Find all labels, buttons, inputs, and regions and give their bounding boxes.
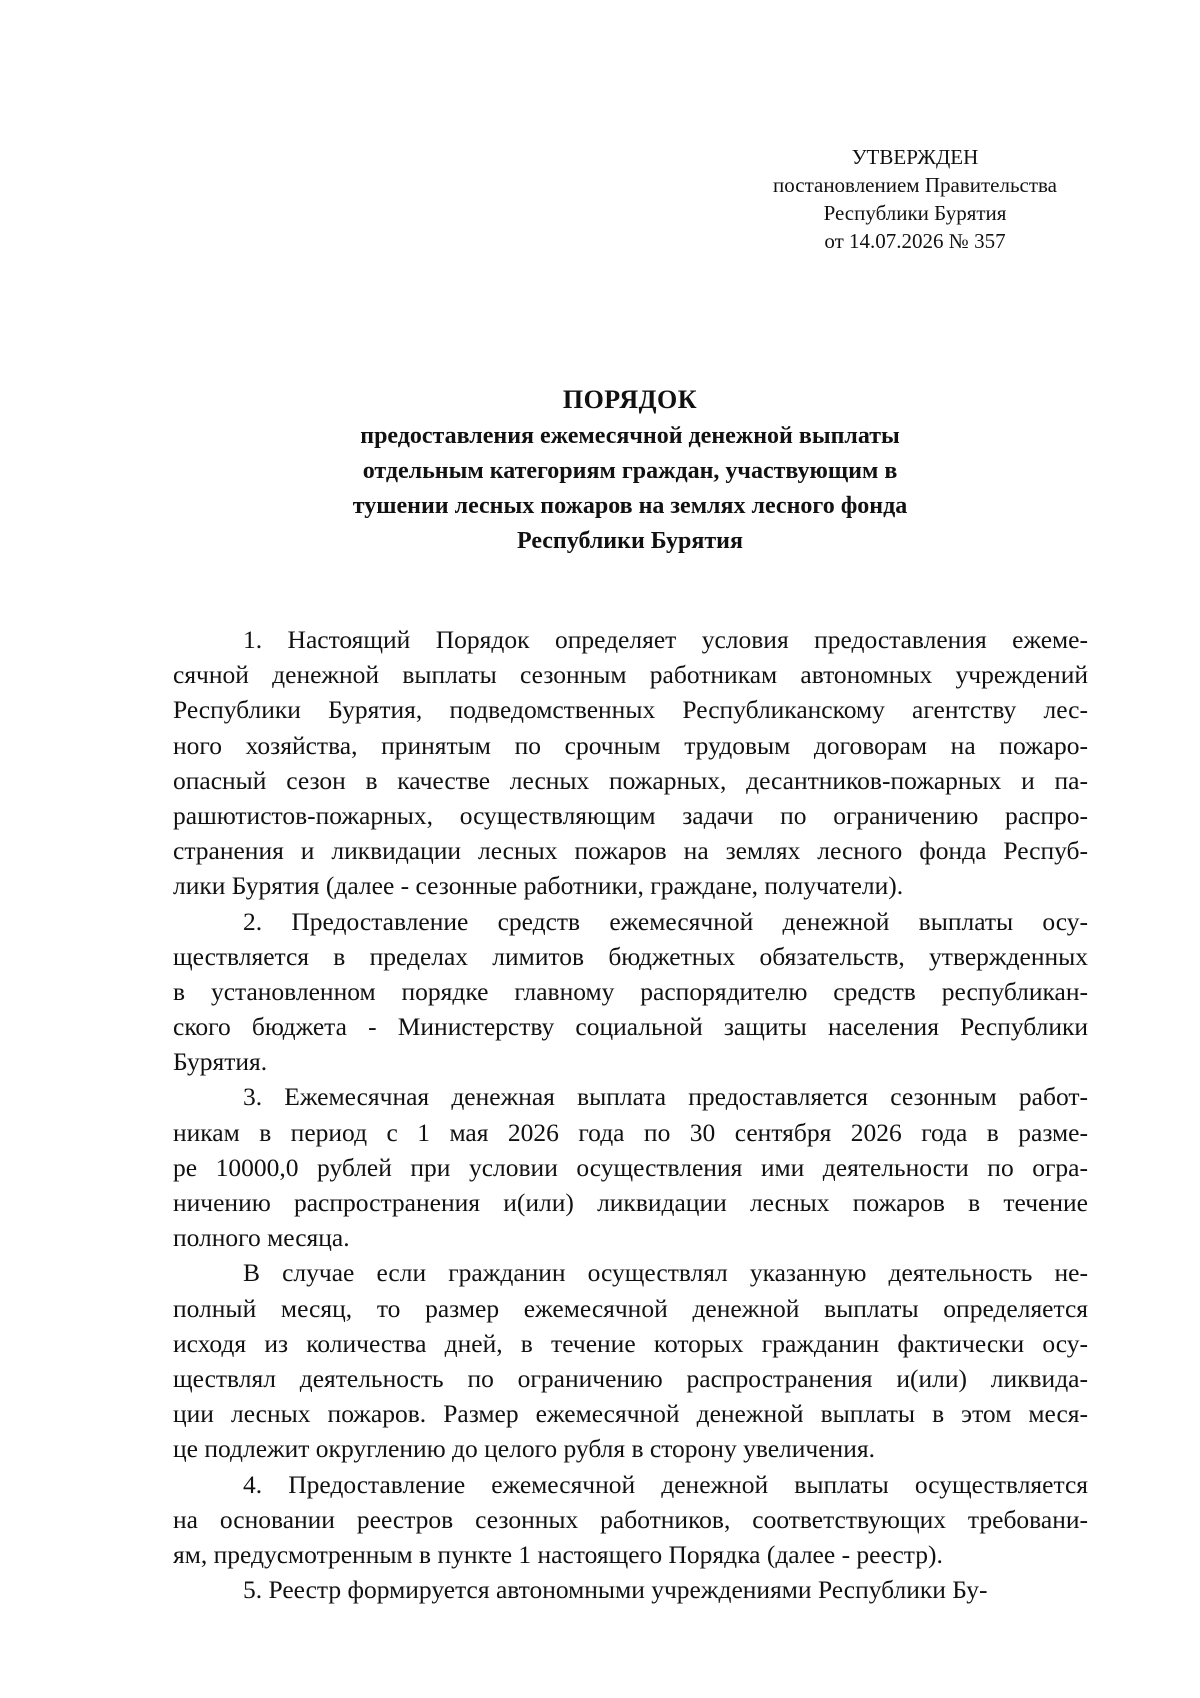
paragraph [173, 1467, 1088, 1573]
paragraph-line: ного хозяйства, принятым по срочным трудовым договорам на пожаро- [173, 730, 1088, 760]
paragraph-line: 4. Предоставление ежемесячной денежной выплаты осуществляется [243, 1469, 1088, 1499]
paragraph-line: полный месяц, то размер ежемесячной денежной выплаты определяется [173, 1293, 1088, 1323]
approval-date-number: от 14.07.2026 № 357 [824, 229, 1006, 253]
approval-stamp [735, 143, 1095, 255]
paragraph [173, 904, 1088, 1080]
title-main: ПОРЯДОК [562, 385, 698, 414]
paragraph-line: странения и ликвидации лесных пожаров на землях лесного фонда Респуб- [173, 836, 1088, 866]
paragraph [173, 1079, 1088, 1255]
paragraph [173, 1572, 1088, 1607]
paragraph-line: ничению распространения и(или) ликвидации лесных пожаров в течение [173, 1188, 1088, 1217]
approval-region: Республики Бурятия [823, 201, 1007, 225]
paragraph-line: 3. Ежемесячная денежная выплата предоставляется сезонным работ- [243, 1082, 1088, 1112]
paragraph-line: рашютистов-пожарных, осуществляющим задачи по ограничению распро- [173, 800, 1088, 830]
document-body [173, 622, 1088, 1607]
paragraph-line: ям, предусмотренным в пункте 1 настоящего Порядка (далее - реестр). [173, 1539, 943, 1569]
paragraph-line: ре 10000,0 рублей при условии осуществления ими деятельности по огра- [173, 1152, 1088, 1182]
paragraph-line: ции лесных пожаров. Размер ежемесячной денежной выплаты в этом меся- [173, 1399, 1088, 1429]
paragraph-line: сячной денежной выплаты сезонным работникам автономных учреждений [173, 660, 1088, 690]
subtitle-line: отдельным категориям граждан, участвующим в [362, 458, 898, 484]
title-subtitle [170, 419, 1090, 559]
paragraph-line: опасный сезон в качестве лесных пожарных, десантников-пожарных и па- [173, 765, 1088, 795]
paragraph-line: це подлежит округлению до целого рубля в сторону увеличения. [173, 1434, 875, 1464]
paragraph-line: ществляется в пределах лимитов бюджетных обязательств, утвержденных [173, 941, 1088, 971]
paragraph-line: ского бюджета - Министерству социальной защиты населения Республики [173, 1012, 1088, 1042]
paragraph-line: 2. Предоставление средств ежемесячной денежной выплаты осу- [243, 906, 1088, 936]
subtitle-line: тушении лесных пожаров на землях лесного фонда [352, 493, 908, 519]
paragraph-line: Бурятия. [173, 1047, 268, 1077]
paragraph-line: полного месяца. [173, 1223, 350, 1253]
paragraph-line: 5. Реестр формируется автономными учреждениями Республики Бу- [243, 1575, 988, 1605]
paragraph-line: В случае если гражданин осуществлял указанную деятельность не- [243, 1258, 1088, 1288]
paragraph-line: в установленном порядке главному распорядителю средств республикан- [173, 976, 1088, 1006]
paragraph-line: ществлял деятельность по ограничению распространения и(или) ликвида- [173, 1363, 1088, 1393]
approval-heading: УТВЕРЖДЕН [851, 145, 979, 169]
approval-authority: постановлением Правительства [772, 173, 1057, 197]
paragraph [173, 622, 1088, 904]
paragraph-line: 1. Настоящий Порядок определяет условия предоставления ежеме- [243, 625, 1088, 654]
subtitle-line: предоставления ежемесячной денежной выплаты [360, 423, 900, 449]
paragraph-line: Республики Бурятия, подведомственных Республиканскому агентству лес- [173, 695, 1088, 725]
paragraph-line: никам в период с 1 мая 2026 года по 30 сентября 2026 года в разме- [173, 1117, 1088, 1147]
subtitle-line: Республики Бурятия [516, 528, 743, 554]
document-title [170, 383, 1090, 559]
paragraph [173, 1255, 1088, 1466]
paragraph-line: исходя из количества дней, в течение которых гражданин фактически осу- [173, 1328, 1088, 1358]
paragraph-line: на основании реестров сезонных работников, соответствующих требовани- [173, 1504, 1088, 1534]
paragraph-line: лики Бурятия (далее - сезонные работники, граждане, получатели). [173, 871, 904, 901]
